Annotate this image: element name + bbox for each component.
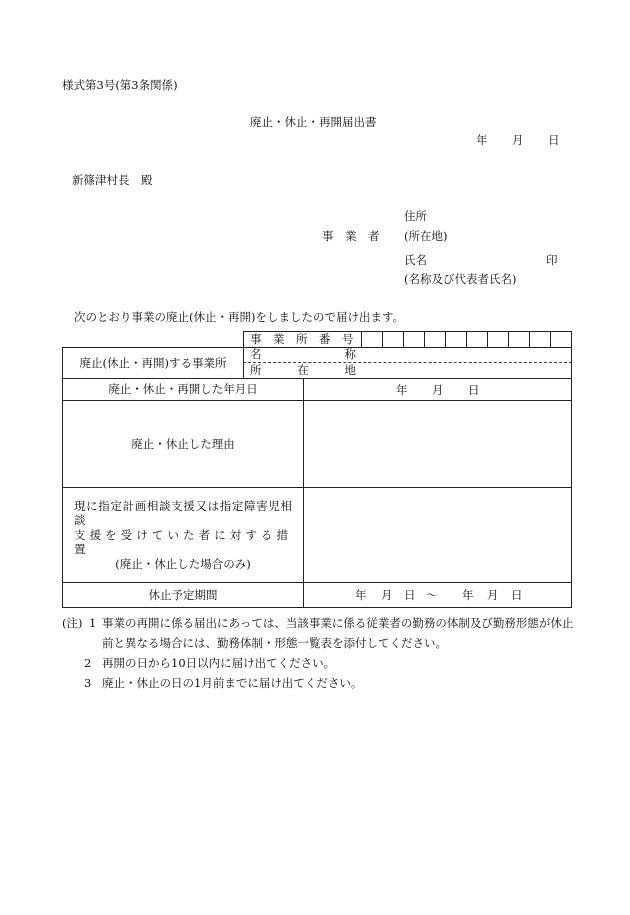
note-number: 1 bbox=[89, 616, 97, 630]
office-number-label bbox=[250, 332, 356, 347]
applicant-label: 事 業 者 bbox=[322, 229, 380, 243]
period-start-month: 月 bbox=[381, 588, 393, 602]
period-end-month: 月 bbox=[487, 588, 499, 602]
addressee: 新篠津村長 殿 bbox=[72, 173, 153, 187]
date-year: 年 bbox=[476, 133, 488, 147]
note-text: 事業の再開に係る届出にあっては、当該事業に係る従業者の勤務の体制及び勤務形態が休止前と異なる場合には、勤務体制・形態一覧表を添付してください。 bbox=[102, 616, 574, 650]
address-label: 住所 bbox=[404, 209, 427, 223]
period-end-day: 日 bbox=[511, 588, 523, 602]
note-item bbox=[62, 673, 582, 693]
period-start-day: 日 bbox=[404, 588, 416, 602]
office-name-field[interactable] bbox=[361, 348, 571, 362]
period-start-year: 年 bbox=[355, 588, 367, 602]
office-location-label: 所 在 地 bbox=[250, 363, 356, 378]
measures-field[interactable] bbox=[304, 488, 571, 582]
document-title: 廃止・休止・再開届出書 bbox=[250, 115, 377, 129]
office-number-boxes[interactable] bbox=[361, 331, 571, 348]
form-number-label: 様式第3号(第3条関係) bbox=[62, 78, 178, 92]
date-row-day: 日 bbox=[468, 383, 480, 397]
date-row-year: 年 bbox=[396, 383, 408, 397]
notes-section bbox=[62, 613, 582, 693]
note-number: 2 bbox=[84, 656, 92, 670]
note-number: 3 bbox=[84, 676, 92, 690]
date-row-label: 廃止・休止・再開した年月日 bbox=[108, 382, 258, 397]
reason-field[interactable] bbox=[304, 401, 571, 487]
note-text: 廃止・休止の日の1月前までに届け出てください。 bbox=[102, 676, 363, 690]
notes-prefix: (注) bbox=[62, 616, 83, 630]
seal-mark: 印 bbox=[546, 253, 558, 267]
period-end-year: 年 bbox=[462, 588, 474, 602]
intro-text: 次のとおり事業の廃止(休止・再開)をしましたので届け出ます。 bbox=[74, 310, 405, 324]
office-number-label-text: 事 業 所 番 号 bbox=[250, 332, 354, 347]
period-label: 休止予定期間 bbox=[148, 587, 218, 602]
measures-label: 現に指定計画相談支援又は指定障害児相談 支援を受けていた者に対する措置 (廃止・休止した場合のみ) bbox=[74, 499, 292, 571]
office-section-label: 廃止(休止・再開)する事業所 bbox=[79, 355, 227, 370]
note-item bbox=[62, 653, 582, 673]
address-sub-label: (所在地) bbox=[404, 229, 448, 243]
note-text: 再開の日から10日以内に届け出てください。 bbox=[102, 656, 336, 670]
period-tilde: ～ bbox=[426, 588, 438, 602]
office-name-label: 名 称 bbox=[250, 347, 356, 362]
office-location-field[interactable] bbox=[361, 363, 571, 378]
date-row-month: 月 bbox=[432, 383, 444, 397]
date-day: 日 bbox=[548, 133, 560, 147]
date-month: 月 bbox=[512, 133, 524, 147]
name-sub-label: (名称及び代表者氏名) bbox=[404, 272, 517, 286]
name-label: 氏名 bbox=[404, 253, 427, 267]
note-item bbox=[62, 613, 582, 653]
reason-label: 廃止・休止した理由 bbox=[131, 436, 235, 451]
